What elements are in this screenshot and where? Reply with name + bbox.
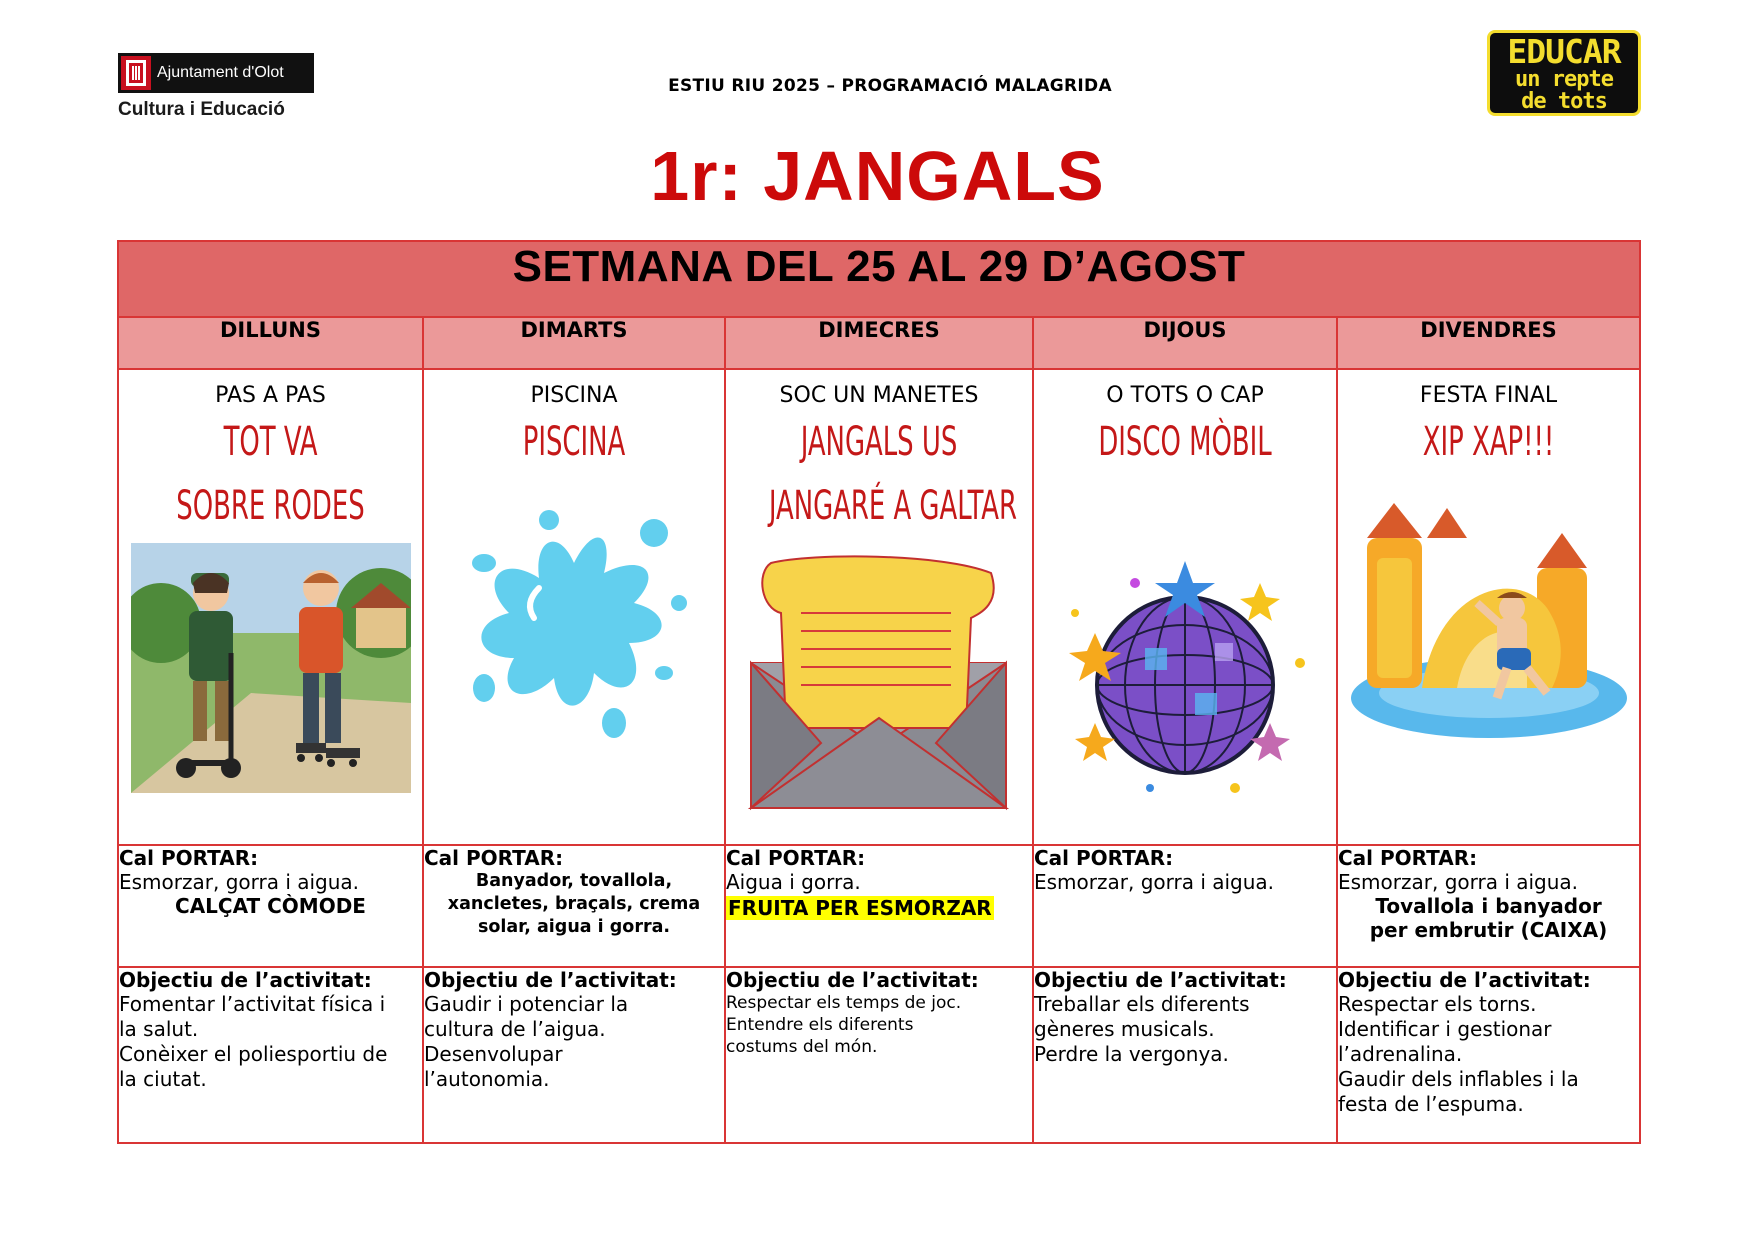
bring-highlight: FRUITA PER ESMORZAR [728, 896, 992, 920]
objective-cell-wednesday [725, 967, 1033, 1143]
days-header-row [118, 317, 1640, 369]
bring-text: Aigua i gorra. [726, 870, 861, 894]
theme-label: O TOTS O CAP [1106, 383, 1264, 408]
bring-text: Esmorzar, gorra i aigua. [119, 870, 360, 894]
objective-label: Objectiu de l’activitat: [726, 968, 979, 992]
objective-label: Objectiu de l’activitat: [1338, 968, 1591, 992]
objective-line: Perdre la vergonya. [1034, 1042, 1229, 1066]
day-header: DIJOUS [1033, 317, 1337, 369]
educar-logo-line1: EDUCAR [1507, 32, 1621, 71]
activity-cell-wednesday [725, 369, 1033, 845]
objective-line: Respectar els torns. [1338, 992, 1537, 1016]
theme-label: PAS A PAS [215, 383, 326, 408]
header-title: ESTIU RIU 2025 – PROGRAMACIÓ MALAGRIDA [668, 76, 1112, 96]
disco-ball-illustration [1034, 553, 1336, 803]
activity-name: PISCINA [522, 419, 626, 465]
activity-name: JANGALS US [800, 419, 958, 465]
day-header: DIVENDRES [1337, 317, 1640, 369]
objective-line: gèneres musicals. [1034, 1017, 1215, 1041]
bring-bold: xancletes, braçals, crema [447, 894, 701, 914]
objective-label: Objectiu de l’activitat: [424, 968, 677, 992]
objective-cell-monday [118, 967, 423, 1143]
objective-label: Objectiu de l’activitat: [119, 968, 372, 992]
bring-cell-tuesday [423, 845, 725, 967]
ajuntament-shield-icon [121, 56, 151, 90]
activity-cell-tuesday [423, 369, 725, 845]
week-title: SETMANA DEL 25 AL 29 D’AGOST [118, 241, 1640, 317]
bring-text: Esmorzar, gorra i aigua. [1338, 870, 1579, 894]
objective-line: l’adrenalina. [1338, 1042, 1463, 1066]
objective-line: Desenvolupar [424, 1042, 563, 1066]
bring-label: Cal PORTAR: [1034, 846, 1174, 870]
weekly-schedule-table [117, 240, 1641, 1144]
objective-cell-friday [1337, 967, 1640, 1143]
bring-cell-friday [1337, 845, 1640, 967]
educar-logo [1487, 30, 1641, 116]
objective-cell-thursday [1033, 967, 1337, 1143]
objective-line: festa de l’espuma. [1338, 1092, 1524, 1116]
bring-bold: Banyador, tovallola, [475, 871, 673, 891]
objective-line: Conèixer el poliesportiu de [119, 1042, 388, 1066]
activity-cell-thursday [1033, 369, 1337, 845]
bring-bold: Tovallola i banyador [1375, 894, 1602, 918]
scroll-envelope-illustration [726, 553, 1032, 813]
bring-bold: per embrutir (CAIXA) [1369, 918, 1608, 942]
theme-label: SOC UN MANETES [779, 383, 979, 408]
day-header: DIMECRES [725, 317, 1033, 369]
activity-name: TOT VA [223, 419, 318, 465]
objective-row [118, 967, 1640, 1143]
activity-cell-monday [118, 369, 423, 845]
activity-name: JANGARÉ A GALTAR [768, 483, 1017, 529]
objective-line: Identificar i gestionar [1338, 1017, 1552, 1041]
bring-text: Esmorzar, gorra i aigua. [1034, 870, 1275, 894]
bring-label: Cal PORTAR: [119, 846, 259, 870]
department-name: Cultura i Educació [118, 99, 285, 120]
water-slide-inflatable-illustration [1338, 498, 1639, 748]
objective-line: Gaudir i potenciar la [424, 992, 629, 1016]
bring-label: Cal PORTAR: [1338, 846, 1478, 870]
day-header: DIMARTS [423, 317, 725, 369]
objective-line: Fomentar l’activitat física i [119, 992, 386, 1016]
objective-line: Gaudir dels inflables i la [1338, 1067, 1579, 1091]
objective-line: Respectar els temps de joc. [726, 993, 962, 1013]
bring-bold: solar, aigua i gorra. [477, 917, 671, 937]
week-header-row [118, 241, 1640, 317]
bring-bold: CALÇAT CÒMODE [175, 894, 366, 918]
educar-logo-line2: un repte [1515, 67, 1613, 92]
day-header: DILLUNS [118, 317, 423, 369]
objective-line: costums del món. [726, 1037, 878, 1057]
objective-line: Entendre els diferents [726, 1015, 914, 1035]
scooter-rollerblade-illustration [119, 543, 422, 793]
ajuntament-logo [118, 53, 314, 121]
objective-line: la ciutat. [119, 1067, 207, 1091]
bring-cell-wednesday [725, 845, 1033, 967]
bring-label: Cal PORTAR: [424, 846, 564, 870]
objective-line: la salut. [119, 1017, 199, 1041]
page-title: 1r: JANGALS [650, 137, 1105, 215]
objective-line: cultura de l’aigua. [424, 1017, 606, 1041]
water-splash-illustration [424, 493, 724, 743]
activity-name: DISCO MÒBIL [1098, 419, 1272, 465]
objective-line: l’autonomia. [424, 1067, 550, 1091]
bring-row [118, 845, 1640, 967]
activity-cell-friday [1337, 369, 1640, 845]
activity-name: XIP XAP!!! [1422, 419, 1555, 465]
bring-cell-thursday [1033, 845, 1337, 967]
objective-cell-tuesday [423, 967, 725, 1143]
educar-logo-line3: de tots [1521, 89, 1607, 114]
objective-line: Treballar els diferents [1034, 992, 1250, 1016]
objective-label: Objectiu de l’activitat: [1034, 968, 1287, 992]
theme-label: PISCINA [530, 383, 618, 408]
activity-row [118, 369, 1640, 845]
theme-label: FESTA FINAL [1419, 383, 1558, 408]
activity-name: SOBRE RODES [176, 483, 365, 529]
bring-label: Cal PORTAR: [726, 846, 866, 870]
org-name: Ajuntament d'Olot [157, 64, 284, 81]
bring-cell-monday [118, 845, 423, 967]
